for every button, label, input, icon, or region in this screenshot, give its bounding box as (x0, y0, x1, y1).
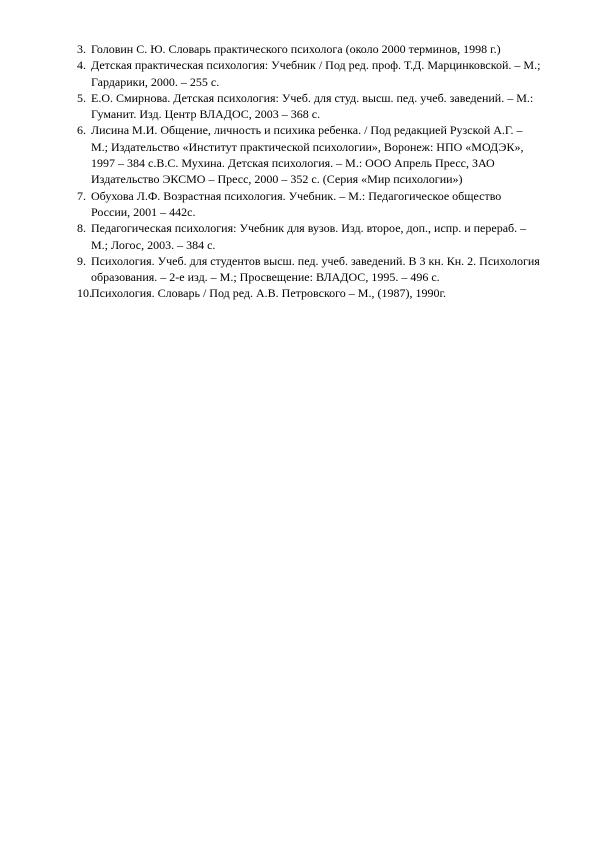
reference-number: 3. (77, 42, 86, 56)
reference-number: 4. (77, 58, 86, 73)
reference-item (77, 253, 542, 286)
reference-number: 9. (77, 253, 86, 268)
reference-text: Детская практическая психология: Учебник / Под ред. проф. Т.Д. Марцинковской. – М.; Гардарики, 2000. – 255 с. (91, 58, 541, 89)
reference-item (77, 90, 542, 123)
reference-item (77, 41, 542, 57)
reference-item (77, 122, 542, 187)
reference-number: 8. (77, 221, 86, 236)
reference-text: Е.О. Смирнова. Детская психология: Учеб. для студ. высш. пед. учеб. заведений. – М.: Гуманит. Изд. Центр ВЛАДОС, 2003 – 368 с. (91, 90, 534, 122)
reference-text: Головин С. Ю. Словарь практического психолога (около 2000 терминов, 1998 г.) (91, 42, 501, 56)
reference-number: 6. (77, 123, 86, 138)
reference-item (77, 220, 542, 253)
reference-text: Педагогическая психология: Учебник для вузов. Изд. второе, доп., испр. и перераб. – М.; Логос, 2003. – 384 с. (91, 221, 527, 252)
reference-text: Психология. Словарь / Под ред. А.В. Петровского – М., (1987), 1990г. (91, 286, 447, 301)
reference-text: Психология. Учеб. для студентов высш. пед. учеб. заведений. В 3 кн. Кн. 2. Психология образования. – 2-е изд. – М.; Просвещение: ВЛАДОС, 1995. – 496 с. (91, 253, 540, 285)
reference-number: 5. (77, 90, 86, 105)
reference-item (77, 57, 542, 90)
reference-number: 7. (77, 188, 86, 203)
reference-list (77, 41, 542, 302)
reference-number: 10. (77, 286, 92, 301)
reference-item (77, 285, 542, 301)
reference-item (77, 188, 542, 221)
reference-text: Обухова Л.Ф. Возрастная психология. Учебник. – М.: Педагогическое общество России, 2001 – 442с. (91, 188, 502, 219)
reference-text: Лисина М.И. Общение, личность и психика ребенка. / Под редакцией Рузской А.Г. – М.; Издательство «Институт практической психологии», Воронеж: НПО «МОДЭК», 1997 – 384 с.В.С. Мухина. Детская психология. – М.: ООО Апрель Пресс, ЗАО Издательство ЭКСМО – Пресс, 2000 – 352 с. (Серия «Мир психологии») (91, 123, 524, 187)
